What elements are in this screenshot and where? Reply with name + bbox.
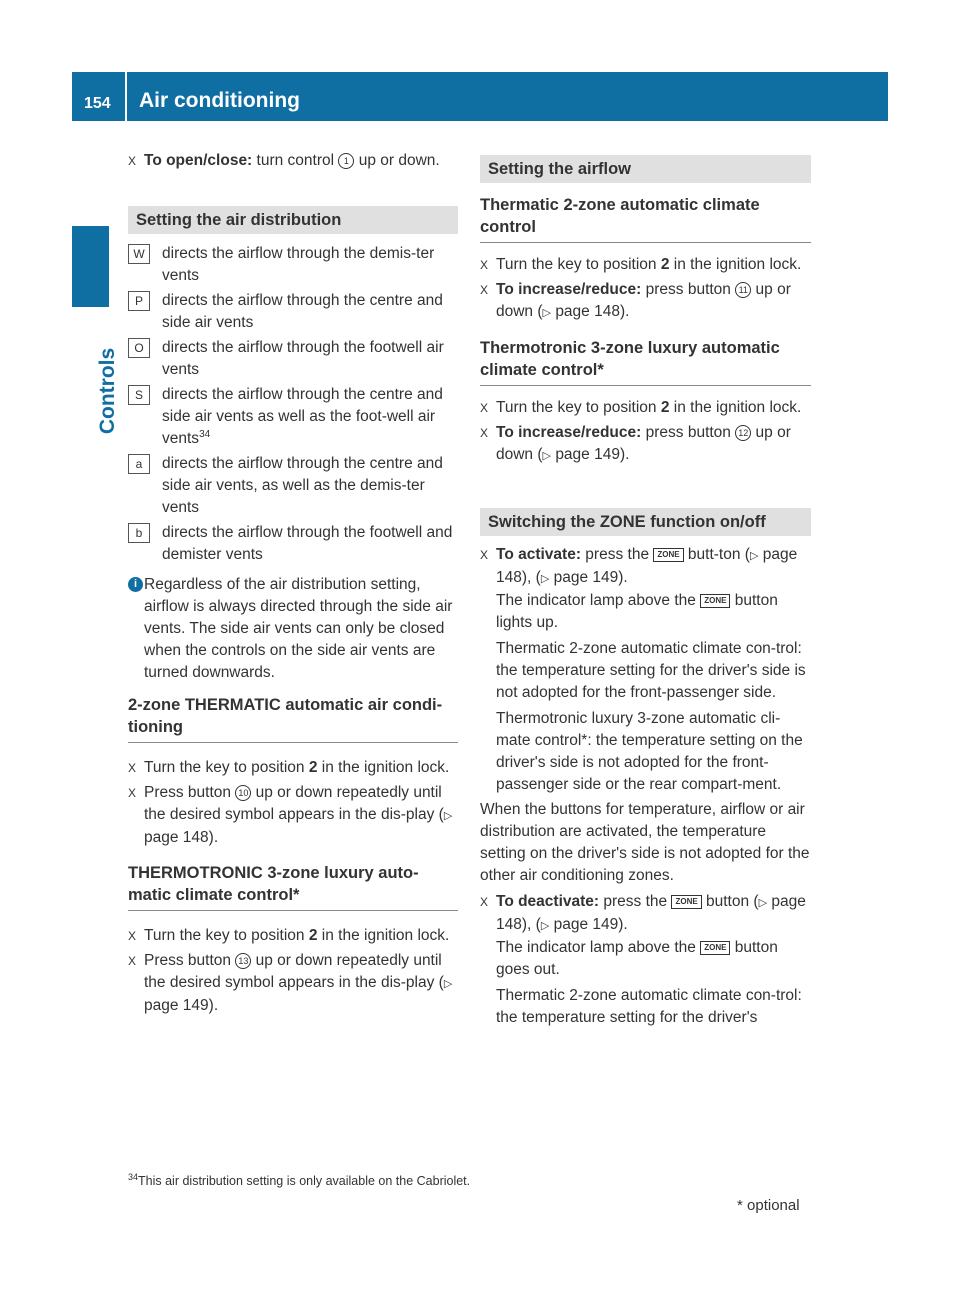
- step-arrow-icon: X: [480, 283, 489, 297]
- header-divider: [125, 72, 127, 121]
- chapter-title: Air conditioning: [139, 89, 300, 112]
- left-column: [128, 150, 458, 1020]
- airflow-step: X Turn the key to position 2 in the ignition lock.: [480, 397, 811, 419]
- footwell-demister-vent-icon: b: [128, 523, 150, 543]
- info-icon: i: [128, 577, 143, 592]
- thermatic-heading: 2-zone THERMATIC automatic air condi-tioning: [128, 694, 458, 743]
- info-note: i Regardless of the air distribution setting, airflow is always directed through the side air vents. The side air vents can only be closed when the controls on the side air vents are turned downwards.: [128, 574, 458, 684]
- centre-vent-icon: P: [128, 291, 150, 311]
- button-number-icon: 12: [735, 425, 751, 441]
- zone-button-icon: ZONE: [653, 548, 683, 562]
- thermotronic-subheading: Thermotronic 3-zone luxury automatic climate control*: [480, 337, 811, 386]
- section-heading-zone: Switching the ZONE function on/off: [480, 508, 811, 536]
- step-arrow-icon: X: [128, 954, 137, 968]
- thermotronic-step: X Press button 13 up or down repeatedly until the desired symbol appears in the dis-play (▷ page 149).: [128, 952, 453, 1014]
- page-number: 154: [84, 95, 111, 112]
- button-number-icon: 13: [235, 953, 251, 969]
- step-arrow-icon: X: [480, 426, 489, 440]
- side-tab: [72, 226, 109, 307]
- side-label: Controls: [96, 347, 119, 435]
- section-heading-airflow: Setting the airflow: [480, 155, 811, 183]
- zone-explanation: When the buttons for temperature, airflow or air distribution are activated, the temperature setting on the driver's side is not adopted for the other air conditioning zones.: [480, 801, 810, 884]
- air-item: a directs the airflow through the centre and side air vents, as well as the demis-ter vents: [128, 453, 458, 519]
- page-ref-icon: ▷: [758, 897, 768, 909]
- step-arrow-icon: X: [128, 761, 137, 775]
- airflow-step: X To increase/reduce: press button 12 up or down (▷ page 149).: [480, 424, 791, 463]
- airflow-step: X Turn the key to position 2 in the ignition lock.: [480, 254, 811, 276]
- zone-deactivate-step: X To deactivate: press the ZONE button (▷ page 148), (▷ page 149). The indicator lamp above the ZONE button goes out. Thermatic 2-zone automatic climate con-trol: the temperature setting for the driver's: [480, 893, 806, 1026]
- open-close-step: X To open/close: turn control 1 up or down.: [128, 150, 458, 172]
- right-column: [480, 155, 811, 1032]
- zone-button-icon: ZONE: [700, 594, 730, 608]
- control-number-icon: 1: [338, 153, 354, 169]
- page-ref-icon: ▷: [540, 920, 550, 932]
- thermotronic-step: X Turn the key to position 2 in the ignition lock.: [128, 925, 458, 947]
- page-ref-icon: ▷: [540, 573, 550, 585]
- page-ref-icon: ▷: [542, 307, 551, 319]
- zone-button-icon: ZONE: [700, 941, 730, 955]
- zone-button-icon: ZONE: [671, 895, 701, 909]
- air-item: O directs the airflow through the footwell air vents: [128, 337, 458, 381]
- footnote: $^{34}$This air distribution setting is only available on the Cabriolet.: [128, 1172, 471, 1189]
- step-arrow-icon: X: [480, 401, 489, 415]
- step-arrow-icon: X: [480, 895, 489, 909]
- section-heading-air-distribution: Setting the air distribution: [128, 206, 458, 234]
- zone-activate-step: X To activate: press the ZONE butt-ton (▷ page 148), (▷ page 149). The indicator lamp above the ZONE button lights up. Thermatic 2-zone automatic climate con-trol: the temperature setting for the driver's side is not adopted for the front-passenger side. Thermotronic luxury 3-zone automatic cli-mate control*: the temperature setting on the driver's side is not adopted for the front-passenger side or the rear compart-ment.: [480, 546, 806, 793]
- optional-note: * optional: [737, 1197, 800, 1214]
- air-item: b directs the airflow through the footwell and demister vents: [128, 522, 458, 566]
- step-arrow-icon: X: [480, 548, 489, 562]
- air-item: P directs the airflow through the centre and side air vents: [128, 290, 458, 334]
- air-item: S directs the airflow through the centre and side air vents as well as the foot-well air vents$^{34}$: [128, 384, 458, 450]
- footwell-vent-icon: O: [128, 338, 150, 358]
- step-arrow-icon: X: [128, 786, 137, 800]
- demister-vent-icon: W: [128, 244, 150, 264]
- thermatic-step: X Press button 10 up or down repeatedly until the desired symbol appears in the dis-play (▷ page 148).: [128, 784, 453, 846]
- airflow-step: X To increase/reduce: press button 11 up or down (▷ page 148).: [480, 281, 791, 320]
- air-item: W directs the airflow through the demis-ter vents: [128, 243, 458, 287]
- centre-footwell-vent-icon: S: [128, 385, 150, 405]
- centre-demister-vent-icon: a: [128, 454, 150, 474]
- thermatic-step: X Turn the key to position 2 in the ignition lock.: [128, 757, 458, 779]
- step-arrow-icon: X: [128, 154, 137, 168]
- step-arrow-icon: X: [480, 258, 489, 272]
- page-ref-icon: ▷: [443, 810, 453, 822]
- thermotronic-heading: THERMOTRONIC 3-zone luxury auto-matic climate control*: [128, 862, 458, 911]
- page-ref-icon: ▷: [749, 550, 759, 562]
- page-ref-icon: ▷: [443, 978, 453, 990]
- page-ref-icon: ▷: [542, 450, 551, 462]
- button-number-icon: 10: [235, 785, 251, 801]
- step-arrow-icon: X: [128, 929, 137, 943]
- button-number-icon: 11: [735, 282, 751, 298]
- thermatic-subheading: Thermatic 2-zone automatic climate control: [480, 194, 811, 243]
- footnote-ref: 34: [199, 428, 211, 440]
